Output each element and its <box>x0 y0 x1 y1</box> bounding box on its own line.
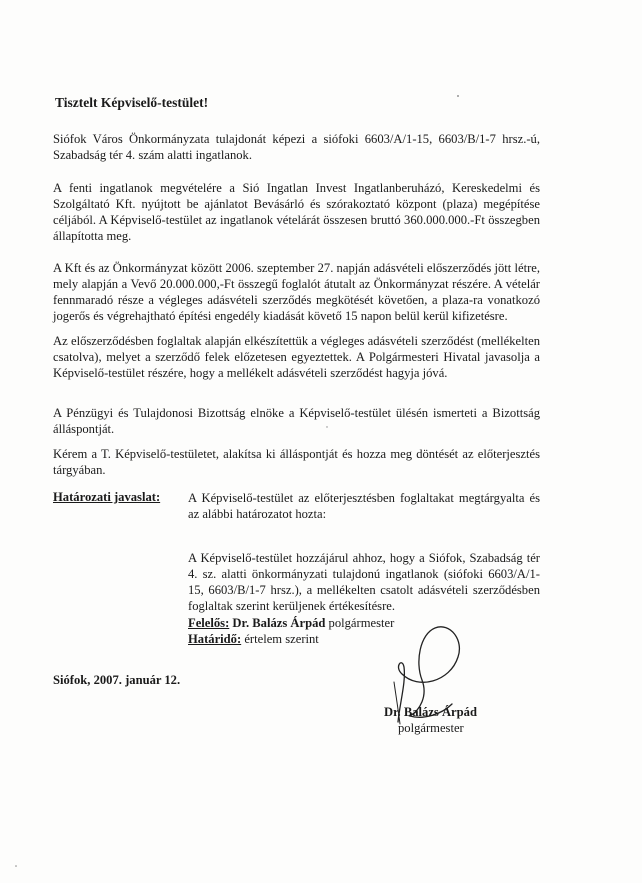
place-date: Siófok, 2007. január 12. <box>53 673 181 687</box>
responsible-label: Felelős: <box>188 616 230 630</box>
proposal-intro: A Képviselő-testület az előterjesztésben foglaltakat megtárgyalta és az alábbi határozatot hozta: <box>188 491 540 521</box>
responsible-name: Dr. Balázs Árpád <box>232 616 326 630</box>
signature-title: polgármester <box>398 721 464 735</box>
paragraph-precontract: A Kft és az Önkormányzat között 2006. szeptember 27. napján adásvételi előszerződés jött létre, mely alapján a Vevő 20.000.000,-Ft összegű foglalót átutalt az Önkormányzat részére. A vételár fennmaradó része a végleges adásvételi szerződés megkötését követően, a plaza-ra vonatkozó jogerős és végrehajtható építési engedély kiadását követő 15 napon belül kerül kifizetésre. <box>53 261 540 323</box>
paragraph-committee: A Pénzügyi és Tulajdonosi Bizottság elnöke a Képviselő-testület ülésén ismerteti a Bizottság álláspontját. <box>53 406 540 436</box>
paragraph-purchase-offer: A fenti ingatlanok megvételére a Sió Ingatlan Invest Ingatlanberuházó, Kereskedelmi és Szolgáltató Kft. nyújtott be ajánlatot Bevásárló és szórakoztató központ (plaza) megépítése céljából. A Képviselő-testület az ingatlanok vételárát összesen bruttó 360.000.000.-Ft összegben állapította meg. <box>53 181 540 243</box>
paragraph-property-ownership: Siófok Város Önkormányzata tulajdonát képezi a siófoki 6603/A/1-15, 6603/B/1-7 hrsz.-ú, Szabadság tér 4. szám alatti ingatlanok. <box>53 132 540 162</box>
responsible-role: polgármester <box>328 616 395 630</box>
proposal-decision: A Képviselő-testület hozzájárul ahhoz, hogy a Siófok, Szabadság tér 4. sz. alatti önkormányzati tulajdonú ingatlanok (siófoki 6603/A/1-15, 6603/B/1-7 hrsz.), a mellékelten csatolt adásvételi szerződésben foglaltak szerint kerüljenek értékesítésre. <box>188 551 540 613</box>
salutation-heading: Tisztelt Képviselő-testület! <box>55 95 209 110</box>
deadline-line <box>188 631 319 647</box>
deadline-value: értelem szerint <box>244 632 319 646</box>
proposal-label: Határozati javaslat: <box>53 490 161 504</box>
responsible-line <box>188 615 394 631</box>
signature-name: Dr. Balázs Árpád <box>384 705 477 719</box>
paragraph-final-contract: Az előszerződésben foglaltak alapján elkészítettük a végleges adásvételi szerződést (mellékelten csatolva), melyet a szerződő felek előzetesen egyeztettek. A Polgármesteri Hivatal javasolja a Képviselő-testület részére, hogy a mellékelt adásvételi szerződést hagyja jóvá. <box>53 334 540 380</box>
deadline-label: Határidő: <box>188 632 242 646</box>
paragraph-request: Kérem a T. Képviselő-testületet, alakítsa ki álláspontját és hozza meg döntését az előterjesztés tárgyában. <box>53 447 540 477</box>
